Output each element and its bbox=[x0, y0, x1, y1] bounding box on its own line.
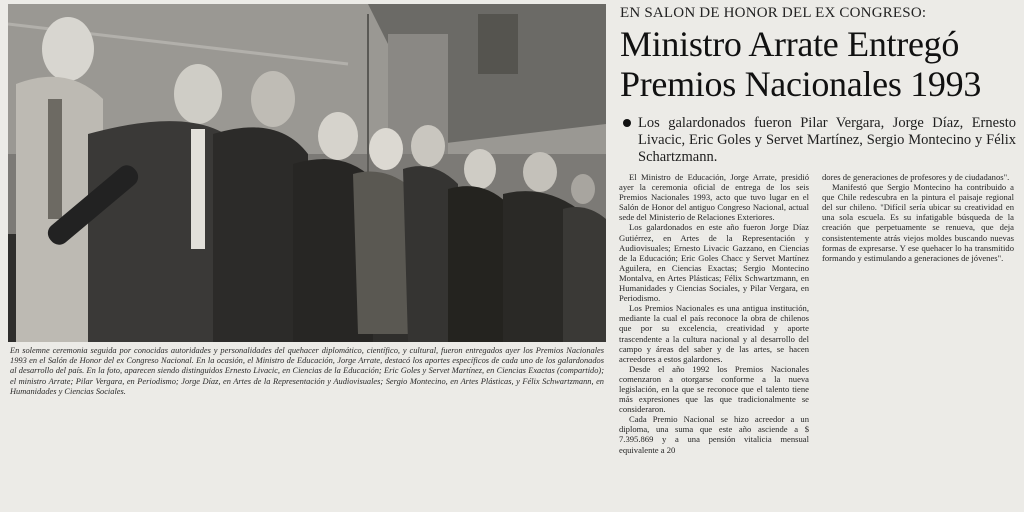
paragraph: El Ministro de Educación, Jorge Arrate, presidió ayer la ceremonia oficial de entrega de los seis Premios Nacionales 1993, acto que tuvo lugar en el Salón de Honor del antiguo Congreso Nacional, actual sede del Ministerio de Relaciones Exteriores. bbox=[619, 172, 809, 223]
article-headline bbox=[620, 24, 1020, 104]
ceremony-photo-drawing bbox=[8, 4, 606, 342]
bullet-icon bbox=[623, 119, 631, 127]
paragraph: Manifestó que Sergio Montecino ha contribuido a que Chile redescubra en la pintura el paisaje regional del sur chileno. "Difícil sería ubicar su creatividad en una sola escuela. Es su infatigable búsqueda de la creación que perpetuamente se renueva, que deja consistentemente atrás viejos moldes buscando nuevas formas de expresarse. Y ese quehacer lo ha transmitido formando y estimulando a generaciones de jóvenes". bbox=[822, 182, 1014, 263]
paragraph: Desde el año 1992 los Premios Nacionales comenzaron a otorgarse conforme a la nueva legislación, en la que se reconoce que el talento tiene más expresiones que las que tradicionalmente se consideraron. bbox=[619, 363, 809, 415]
paragraph: Los galardonados en este año fueron Jorge Díaz Gutiérrez, en Artes de la Representación y Audiovisuales; Ernesto Livacic Gazzano, en Ciencias de la Educación; Eric Goles Chacc y Servet Martínez Aguilera, en Ciencias Exactas; Sergio Montecino Montalva, en Artes Plásticas; Félix Schwartzmann, en Humanidades y Ciencias Sociales, y Pilar Vergara, en Periodismo. bbox=[619, 222, 809, 304]
body-column-2 bbox=[822, 172, 1014, 312]
headline-line-2: Premios Nacionales 1993 bbox=[620, 64, 982, 104]
body-column-1 bbox=[619, 172, 809, 512]
photo-caption: En solemne ceremonia seguida por conocidas autoridades y personalidades del quehacer diplomático, científico, y cultural, fueron entregados ayer los Premios Nacionales 1993 en el Salón de Honor del ex Congreso Nacional. En la ocasión, el Ministro de Educación, Jorge Arrate, destacó los aportes específicos de cada uno de los galardonados al desarrollo del país. En la foto, aparecen siendo distinguidos Ernesto Livacic, en Ciencias de la Educación; Eric Goles y Servet Martínez, en Ciencias Exactas (compartido); el ministro Arrate; Pilar Vergara, en Periodismo; Jorge Díaz, en Artes de la Representación y Audiovisuales; Sergio Montecino, en Artes Plásticas, y Félix Schwartzmann, en Humanidades y Ciencias Sociales. bbox=[10, 346, 604, 396]
lede-text: Los galardonados fueron Pilar Vergara, Jorge Díaz, Ernesto Livacic, Eric Goles y Servet Martínez, Sergio Montecino y Félix Schartzmann. bbox=[638, 115, 1016, 165]
paragraph: Los Premios Nacionales es una antigua institución, mediante la cual el país reconoce la obra de chilenos que por su excelencia, creatividad y aporte trascendente a la cultura nacional y al desarrollo del campo y áreas del saber y de las artes, se hacen acreedores a estos galardones. bbox=[619, 303, 809, 364]
paragraph: Cada Premio Nacional se hizo acreedor a un diploma, una suma que este año asciende a $ 7.395.869 y a una pensión vitalicia mensual equivalente a 20 bbox=[619, 414, 809, 455]
article-kicker: EN SALON DE HONOR DEL EX CONGRESO: bbox=[620, 5, 927, 21]
headline-line-1: Ministro Arrate Entregó bbox=[620, 24, 960, 64]
ceremony-photo bbox=[8, 4, 606, 342]
article-lede bbox=[622, 115, 1016, 166]
paragraph: dores de generaciones de profesores y de ciudadanos". bbox=[822, 172, 1010, 182]
